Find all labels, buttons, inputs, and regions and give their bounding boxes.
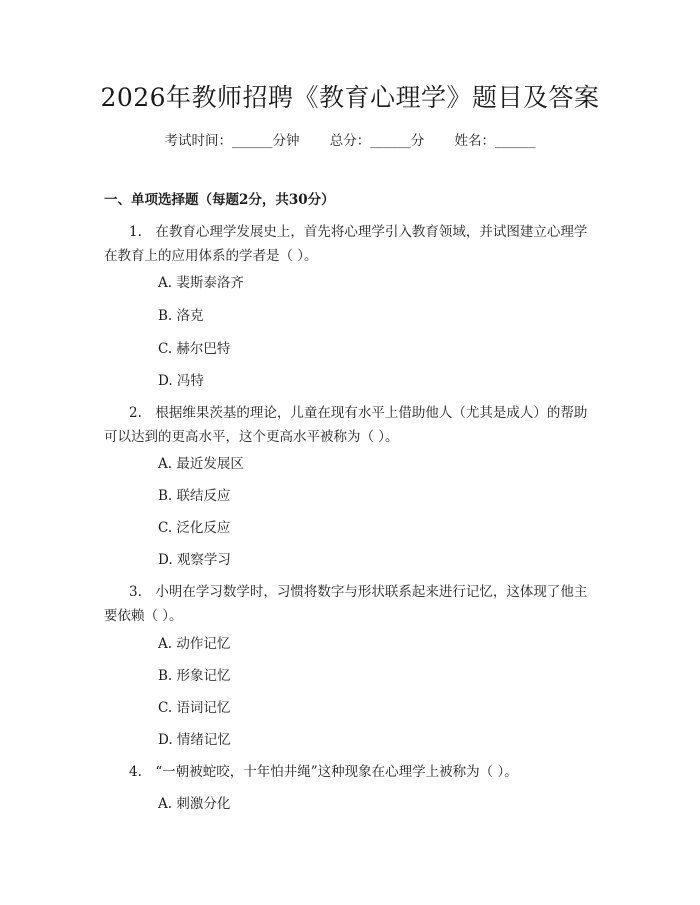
question-2-option-d: D. 观察学习 xyxy=(158,552,231,568)
question-3-option-b: B. 形象记忆 xyxy=(158,668,231,684)
question-3-option-d: D. 情绪记忆 xyxy=(158,732,231,748)
question-1-option-b: B. 洛克 xyxy=(158,308,204,324)
question-3-option-c: C. 语词记忆 xyxy=(158,700,231,716)
total-score-field: 总分：______分 xyxy=(329,133,425,149)
question-3-option-a: A. 动作记忆 xyxy=(158,636,231,652)
question-4-option-a: A. 刺激分化 xyxy=(158,796,231,812)
question-1: 1. 在教育心理学发展史上，首先将心理学引入教育领域，并试图建立心理学在教育上的应用体系的学者是（ ）。 xyxy=(104,224,588,264)
question-2: 2. 根据维果茨基的理论，儿童在现有水平上借助他人（尤其是成人）的帮助可以达到的更高水平，这个更高水平被称为（ ）。 xyxy=(104,405,588,445)
question-1-option-c: C. 赫尔巴特 xyxy=(158,341,231,357)
question-2-option-c: C. 泛化反应 xyxy=(158,520,231,536)
question-2-option-a: A. 最近发展区 xyxy=(158,456,244,472)
question-2-option-b: B. 联结反应 xyxy=(158,488,231,504)
question-4: 4. “一朝被蛇咬，十年怕井绳”这种现象在心理学上被称为（ ）。 xyxy=(129,764,518,780)
question-1-option-d: D. 冯特 xyxy=(158,373,204,389)
exam-meta-line xyxy=(0,131,700,151)
exam-time-field: 考试时间：______分钟 xyxy=(164,133,300,149)
question-3: 3. 小明在学习数学时，习惯将数字与形状联系起来进行记忆，这体现了他主要依赖（ ）。 xyxy=(104,584,588,624)
section-heading: 一、单项选择题（每题2分，共30分） xyxy=(104,192,335,208)
document-title: 2026年教师招聘《教育心理学》题目及答案 xyxy=(100,83,600,112)
question-1-option-a: A. 裴斯泰洛齐 xyxy=(158,275,244,291)
student-name-field: 姓名：______ xyxy=(454,133,536,149)
